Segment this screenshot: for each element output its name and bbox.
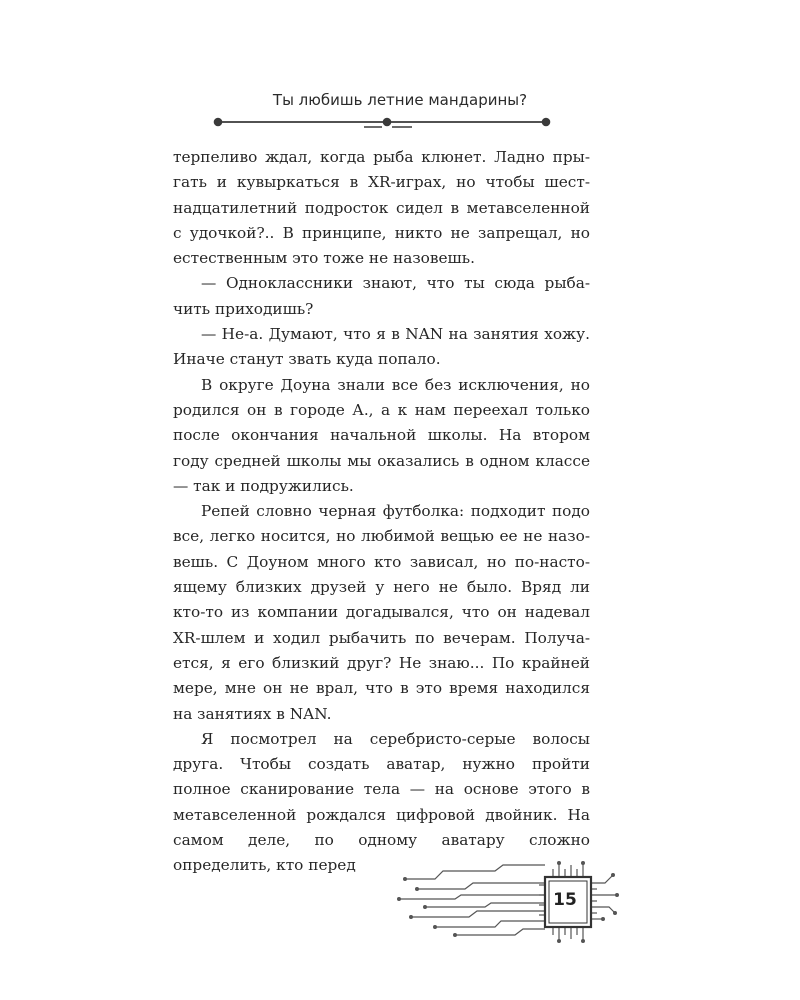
page-number: 15: [553, 890, 577, 910]
paragraph-2: — Одноклассники знают, что ты сюда рыбачить приходишь?: [173, 274, 590, 318]
paragraph-5: Репей словно черная футболка: подходит подо все, легко носится, но любимой вещью ее не назовешь. С Доуном много кто зависал, но по-настоящему близких друзей у него не было. Вряд ли кто-то из компании догадывался, что он надевал XR-шлем и ходил рыбачить по вечерам. Получается, я его близкий друг? Не знаю... По крайней мере, мне он не врал, что в это время находился на занятиях в NAN.: [173, 502, 590, 723]
body-text: [173, 145, 590, 879]
paragraph-4: В округе Доуна знали все без исключения, но родился он в городе А., а к нам переехал только после окончания начальной школы. На втором году средней школы мы оказались в одном классе — так и подружились.: [173, 375, 590, 495]
paragraph-3: — Не-а. Думают, что я в NAN на занятия хожу. Иначе станут звать куда попало.: [173, 325, 590, 369]
running-title: Ты любишь летние мандарины?: [272, 91, 528, 109]
circuit-chip-ornament: [395, 855, 625, 945]
paragraph-6: Я посмотрел на серебристо-серые волосы друга. Чтобы создать аватар, нужно пройти полное сканирование тела — на основе этого в метавселенной рождался цифровой двойник. На самом деле, по одному аватару сложно определить, кто перед: [173, 729, 590, 875]
header-rule-ornament: [210, 112, 555, 134]
paragraph-1: терпеливо ждал, когда рыба клюнет. Ладно прыгать и кувыркаться в XR-играх, но чтобы шестнадцатилетний подросток сидел в метавселенной с удочкой?.. В принципе, никто не запрещал, но естественным это тоже не назовешь.: [173, 148, 590, 268]
